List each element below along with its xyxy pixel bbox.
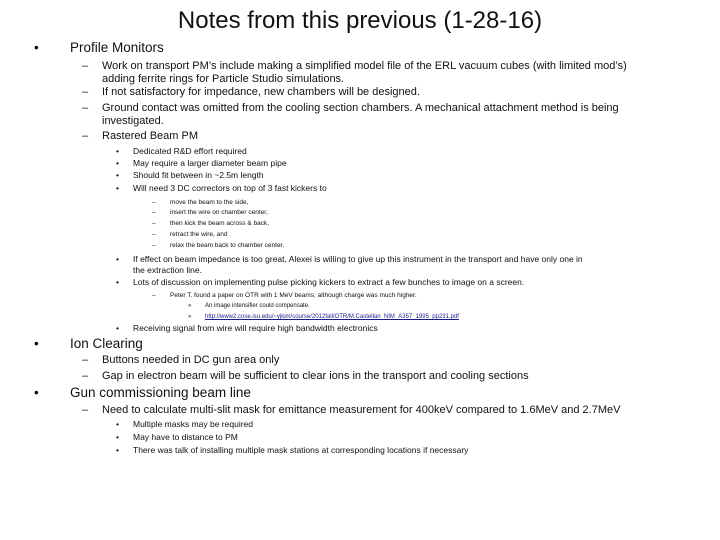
list-item: If effect on beam impedance is too great, Alexei is willing to give up this instrument in the transport and have only one in bbox=[133, 254, 583, 264]
list-item: Should fit between in ~2.5m length bbox=[133, 170, 264, 180]
list-item: Gap in electron beam will be sufficient to clear ions in the transport and cooling sections bbox=[102, 370, 529, 382]
list-item: Multiple masks may be required bbox=[133, 419, 253, 429]
ref-marker: » bbox=[188, 314, 192, 320]
dash-marker: – bbox=[152, 292, 156, 299]
list-item: Lots of discussion on implementing pulse picking kickers to extract a few bunches to image on a screen. bbox=[133, 277, 525, 287]
list-item: relax the beam back to chamber center. bbox=[170, 242, 285, 249]
dash-marker: – bbox=[152, 231, 156, 238]
list-item: An image intensifier could compensate. bbox=[205, 303, 310, 309]
dash-marker: – bbox=[82, 370, 89, 382]
list-item: There was talk of installing multiple mask stations at corresponding locations if necessary bbox=[133, 445, 469, 455]
bullet-marker: • bbox=[116, 445, 119, 455]
section-heading-ion-clearing: Ion Clearing bbox=[70, 336, 143, 351]
section-heading-gun-commissioning: Gun commissioning beam line bbox=[70, 385, 251, 400]
dash-marker: – bbox=[82, 404, 89, 416]
list-item: If not satisfactory for impedance, new chambers will be designed. bbox=[102, 86, 420, 98]
bullet-marker: • bbox=[116, 254, 119, 264]
dash-marker: – bbox=[82, 130, 89, 142]
list-item: retract the wire, and bbox=[170, 231, 228, 238]
list-item: May require a larger diameter beam pipe bbox=[133, 158, 287, 168]
bullet-marker: • bbox=[116, 158, 119, 168]
bullet-marker: • bbox=[116, 170, 119, 180]
bullet-marker: • bbox=[116, 323, 119, 333]
list-item: Will need 3 DC correctors on top of 3 fast kickers to bbox=[133, 183, 327, 193]
list-item: Rastered Beam PM bbox=[102, 130, 198, 142]
bullet-marker: • bbox=[116, 419, 119, 429]
bullet-marker: • bbox=[34, 40, 39, 55]
ref-marker: » bbox=[188, 303, 192, 309]
bullet-marker: • bbox=[116, 183, 119, 193]
dash-marker: – bbox=[152, 199, 156, 206]
list-item: Dedicated R&D effort required bbox=[133, 146, 247, 156]
slide-title: Notes from this previous (1-28-16) bbox=[177, 7, 543, 34]
list-item: Ground contact was omitted from the cooling section chambers. A mechanical attachment method is being bbox=[102, 102, 619, 114]
bullet-marker: • bbox=[34, 336, 39, 351]
dash-marker: – bbox=[82, 354, 89, 366]
dash-marker: – bbox=[82, 102, 89, 114]
list-item-continuation: the extraction line. bbox=[133, 265, 202, 275]
section-heading-profile-monitors: Profile Monitors bbox=[70, 40, 164, 55]
list-item: Work on transport PM’s include making a simplified model file of the ERL vacuum cubes (with limited mod’s) bbox=[102, 60, 627, 72]
list-item: Receiving signal from wire will require high bandwidth electronics bbox=[133, 323, 378, 333]
list-item-continuation: investigated. bbox=[102, 115, 164, 127]
list-item-continuation: adding ferrite rings for Particle Studio simulations. bbox=[102, 73, 345, 85]
dash-marker: – bbox=[82, 60, 89, 72]
bullet-marker: • bbox=[116, 146, 119, 156]
dash-marker: – bbox=[152, 220, 156, 227]
bullet-marker: • bbox=[34, 385, 39, 400]
dash-marker: – bbox=[82, 86, 89, 98]
dash-marker: – bbox=[152, 209, 156, 216]
bullet-marker: • bbox=[116, 432, 119, 442]
list-item: move the beam to the side, bbox=[170, 199, 249, 206]
list-item: May have to distance to PM bbox=[133, 432, 238, 442]
list-item: Need to calculate multi-slit mask for emittance measurement for 400keV compared to 1.6MeV and 2.7MeV bbox=[102, 404, 621, 416]
bullet-marker: • bbox=[116, 277, 119, 287]
list-item: Buttons needed in DC gun area only bbox=[102, 354, 280, 366]
list-item: insert the wire on chamber center, bbox=[170, 209, 268, 216]
list-item: then kick the beam across & back, bbox=[170, 220, 269, 227]
reference-link[interactable]: http://www2.cose.isu.edu/~yjkim/course/2012fall/OTR/M.Castellan_NIM_A357_1995_pp231.pdf bbox=[205, 314, 459, 320]
list-item: Peter T. found a paper on OTR with 1 MeV beams; although charge was much higher. bbox=[170, 292, 417, 299]
dash-marker: – bbox=[152, 242, 156, 249]
